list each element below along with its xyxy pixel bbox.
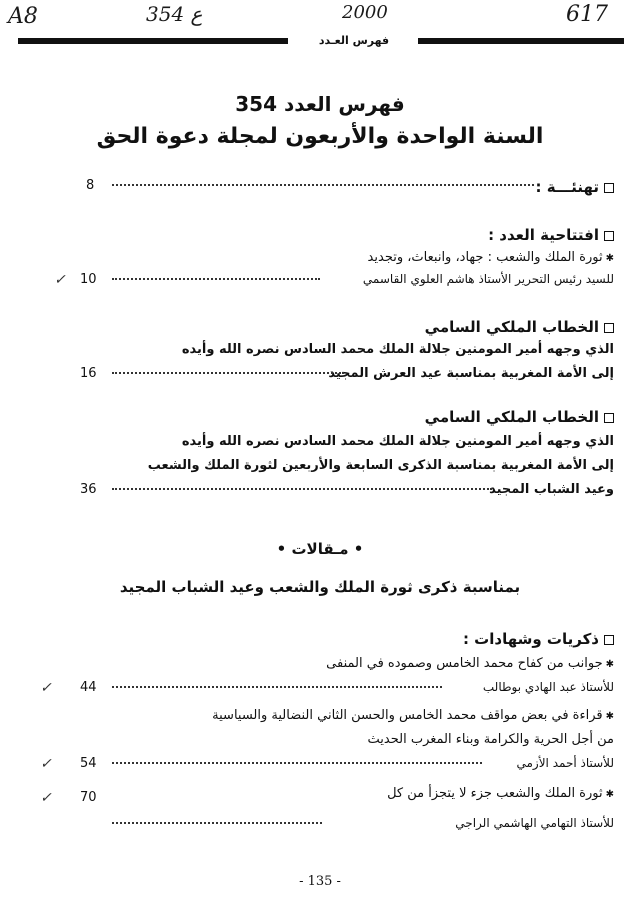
section-editorial-heading: افتتاحية العدد : (488, 226, 614, 244)
section-speech2-heading: الخطاب الملكي السامي (425, 408, 614, 426)
bullet-asterisk-icon: ✱ (605, 659, 614, 670)
section-tahnia-heading: تهنئـــة : (536, 178, 614, 196)
bullet-asterisk-icon: ✱ (605, 253, 614, 264)
page-subtitle: السنة الواحدة والأربعون لمجلة دعوة الحق (96, 124, 544, 149)
bullet-asterisk-icon: ✱ (605, 711, 614, 722)
header-rule-right (418, 38, 624, 44)
memories-item1-title: ✱جوانب من كفاح محمد الخامس وصموده في المنفى (326, 656, 614, 671)
header-rule-left (18, 38, 288, 44)
handwritten-check-mark: ✓ (40, 680, 52, 696)
editorial-item-title: ✱ثورة الملك والشعب : جهاد، وانبعاث، وتجديد (367, 250, 614, 265)
page-title: فهرس العدد 354 (235, 92, 405, 116)
handwritten-note-a8: A8 (8, 4, 38, 29)
memories-item3-author: للأستاذ التهامي الهاشمي الراجي (455, 816, 614, 830)
page-footer-number: - 135 - (299, 874, 341, 889)
section-memories-heading: ذكريات وشهادات : (463, 630, 614, 648)
memories-item2-author: للأستاذ أحمد الأزمي (516, 756, 614, 770)
handwritten-year: 2000 (342, 2, 388, 23)
memories-item1-author: للأستاذ عبد الهادي بوطالب (482, 680, 614, 694)
handwritten-check-mark: ✓ (40, 790, 52, 806)
dot-leader (112, 758, 482, 774)
running-head-text: فهرس العـدد (318, 34, 390, 47)
dot-leader (112, 180, 534, 196)
page-number-memories3: 70 (80, 790, 97, 805)
memories-item2-title: ✱قراءة في بعض مواقف محمد الخامس والحسن الثاني النضالية والسياسية (212, 708, 614, 723)
memories-item2-title-cont: من أجل الحرية والكرامة وبناء المغرب الحديث (367, 732, 614, 747)
handwritten-check-mark: ✓ (40, 756, 52, 772)
checkbox-square-icon (604, 413, 614, 423)
running-header (18, 34, 624, 50)
dot-leader (112, 484, 492, 500)
memories-item3-title: ✱ثورة الملك والشعب جزء لا يتجزأ من كل (387, 786, 614, 801)
speech2-line1: الذي وجهه أمير المومنين جلالة الملك محمد السادس نصره الله وأيده (181, 434, 614, 449)
articles-subheading: بمناسبة ذكرى ثورة الملك والشعب وعيد الشباب المجيد (119, 578, 521, 596)
checkbox-square-icon (604, 183, 614, 193)
page-number-speech1: 16 (80, 366, 97, 381)
speech1-line1: الذي وجهه أمير المومنين جلالة الملك محمد السادس نصره الله وأيده (181, 342, 614, 357)
page-number-editorial: 10 (80, 272, 97, 287)
articles-heading: • مـقالات • (276, 540, 364, 558)
speech1-line2: إلى الأمة المغربية بمناسبة عيد العرش المجيد (328, 366, 614, 381)
handwritten-check-mark: ✓ (54, 272, 66, 288)
dot-leader (112, 274, 320, 290)
speech2-line3: وعيد الشباب المجيد (489, 482, 614, 497)
page-number-speech2: 36 (80, 482, 97, 497)
editorial-author: للسيد رئيس التحرير الأستاذ هاشم العلوي القاسمي (362, 272, 614, 286)
bullet-asterisk-icon: ✱ (605, 789, 614, 800)
dot-leader (112, 818, 322, 834)
handwritten-issue-number: 354 ع (146, 2, 203, 26)
dot-leader (112, 682, 442, 698)
checkbox-square-icon (604, 231, 614, 241)
page-number-memories1: 44 (80, 680, 97, 695)
page-number-tahnia: 8 (86, 178, 95, 193)
page-number-memories2: 54 (80, 756, 97, 771)
checkbox-square-icon (604, 635, 614, 645)
section-speech1-heading: الخطاب الملكي السامي (425, 318, 614, 336)
checkbox-square-icon (604, 323, 614, 333)
speech2-line2: إلى الأمة المغربية بمناسبة الذكرى السابعة والأربعين لثورة الملك والشعب (147, 458, 614, 473)
handwritten-code: 617 (566, 2, 608, 27)
dot-leader (112, 368, 344, 384)
